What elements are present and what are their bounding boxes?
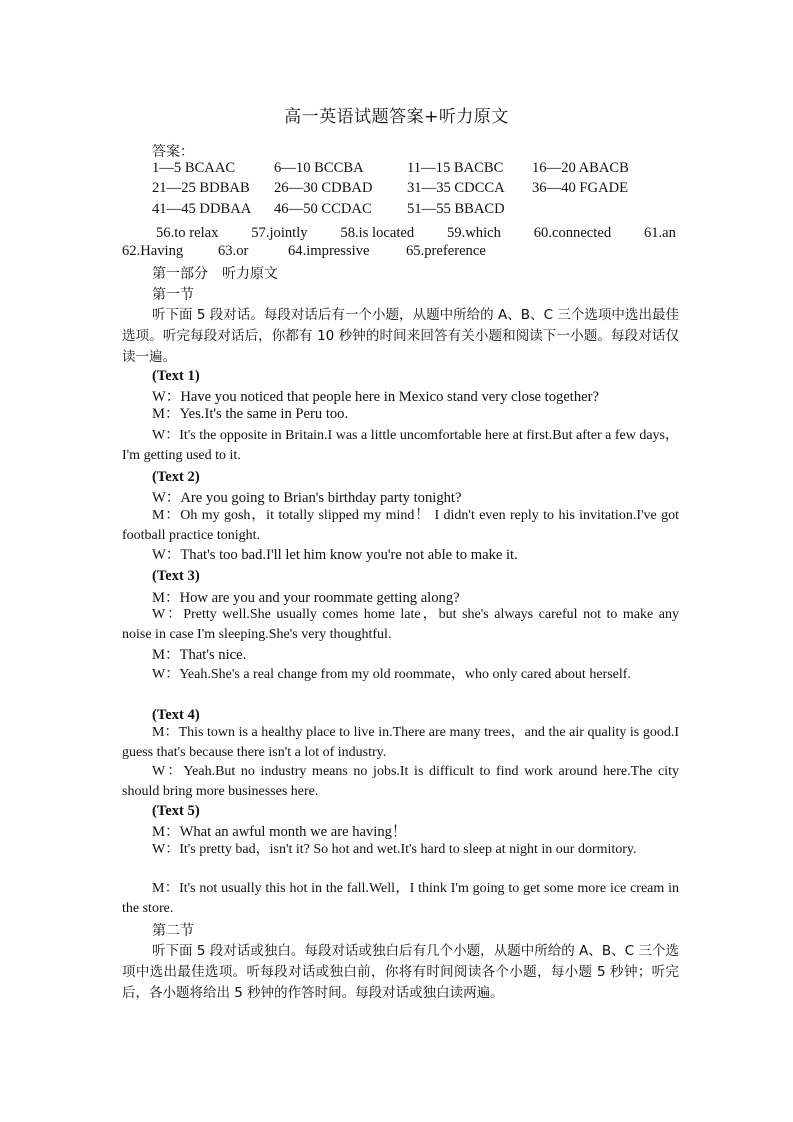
answer-row bbox=[152, 199, 692, 219]
text-label: (Text 4) bbox=[152, 707, 200, 723]
answer-group: 16—20 ABACB bbox=[532, 160, 629, 176]
answer-group: 1—5 BCAAC bbox=[152, 160, 236, 176]
dialogue-line: M：That's nice. bbox=[152, 647, 247, 663]
fill-answer: 61.an bbox=[643, 225, 676, 241]
section-heading: 第一节 bbox=[152, 287, 194, 303]
fill-answer: 56.to relax bbox=[156, 225, 219, 241]
dialogue-line: W：Pretty well.She usually comes home late，but she's always careful not to make any noise in case I'm sleeping.She's very thoughtful. bbox=[122, 607, 679, 642]
fill-answer-row bbox=[156, 223, 676, 243]
dialogue-line: W：Yeah.But no industry means no jobs.It is difficult to find work around here.The city should bring more businesses here. bbox=[122, 764, 679, 799]
part-heading: 第一部分 听力原文 bbox=[152, 266, 278, 282]
dialogue-line: W：It's the opposite in Britain.I was a little uncomfortable here at first.But after a few days，I'm getting used to it. bbox=[122, 428, 679, 463]
dialogue-line: M：Oh my gosh，it totally slipped my mind！ I didn't even reply to his invitation.I've got football practice tonight. bbox=[122, 508, 679, 543]
section-instructions: 听下面 5 段对话。每段对话后有一个小题，从题中所给的 A、B、C 三个选项中选出最佳选项。听完每段对话后，你都有 10 秒钟的时间来回答有关小题和阅读下一小题。每段对话仅读一遍。 bbox=[122, 307, 679, 365]
answers-label: 答案： bbox=[152, 144, 194, 160]
fill-answer: 62.Having bbox=[122, 243, 184, 259]
dialogue-line: M：This town is a healthy place to live in.There are many trees，and the air quality is good.I guess that's because there isn't a lot of industry. bbox=[122, 725, 679, 760]
answer-row bbox=[152, 178, 692, 198]
dialogue-line: W：Are you going to Brian's birthday party tonight? bbox=[152, 490, 462, 506]
dialogue-line: M：What an awful month we are having！ bbox=[152, 824, 407, 840]
dialogue-line: W：Have you noticed that people here in Mexico stand very close together? bbox=[152, 389, 599, 405]
dialogue-line: M：How are you and your roommate getting along? bbox=[152, 590, 460, 606]
fill-answer: 57.jointly bbox=[251, 225, 308, 241]
fill-answer-row bbox=[122, 241, 486, 261]
answer-row bbox=[152, 158, 692, 178]
section-instructions: 听下面 5 段对话或独白。每段对话或独白后有几个小题，从题中所给的 A、B、C 三个选项中选出最佳选项。听每段对话或独白前，你将有时间阅读各个小题，每小题 5 秒钟；听完后，各小题将给出 5 秒钟的作答时间。每段对话或独白读两遍。 bbox=[122, 943, 679, 1001]
fill-answer: 58.is located bbox=[340, 225, 415, 241]
answer-group: 36—40 FGADE bbox=[532, 180, 629, 196]
text-label: (Text 5) bbox=[152, 803, 200, 819]
answer-group: 11—15 BACBC bbox=[407, 160, 504, 176]
text-label: (Text 2) bbox=[152, 469, 200, 485]
answer-group: 46—50 CCDAC bbox=[274, 201, 372, 217]
fill-answer: 63.or bbox=[218, 243, 249, 259]
fill-answer: 59.which bbox=[446, 225, 501, 241]
answer-group: 41—45 DDBAA bbox=[152, 201, 252, 217]
dialogue-line: W：That's too bad.I'll let him know you're not able to make it. bbox=[152, 547, 518, 563]
answer-group: 6—10 BCCBA bbox=[274, 160, 364, 176]
fill-answer: 64.impressive bbox=[288, 243, 370, 259]
answer-group: 31—35 CDCCA bbox=[407, 180, 505, 196]
answer-group: 26—30 CDBAD bbox=[274, 180, 373, 196]
fill-answer: 60.connected bbox=[533, 225, 612, 241]
page-title: 高一英语试题答案+听力原文 bbox=[284, 107, 509, 127]
dialogue-line: W：It's pretty bad，isn't it? So hot and wet.It's hard to sleep at night in our dormitory. bbox=[152, 842, 637, 857]
fill-answer: 65.preference bbox=[406, 243, 486, 259]
section-heading: 第二节 bbox=[152, 923, 194, 939]
text-label: (Text 1) bbox=[152, 368, 200, 384]
dialogue-line: M：Yes.It's the same in Peru too. bbox=[152, 406, 349, 422]
answer-group: 21—25 BDBAB bbox=[152, 180, 250, 196]
answer-group: 51—55 BBACD bbox=[407, 201, 505, 217]
dialogue-line: M：It's not usually this hot in the fall.Well，I think I'm going to get some more ice cream in the store. bbox=[122, 881, 679, 916]
text-label: (Text 3) bbox=[152, 568, 200, 584]
dialogue-line: W：Yeah.She's a real change from my old roommate，who only cared about herself. bbox=[152, 667, 631, 682]
